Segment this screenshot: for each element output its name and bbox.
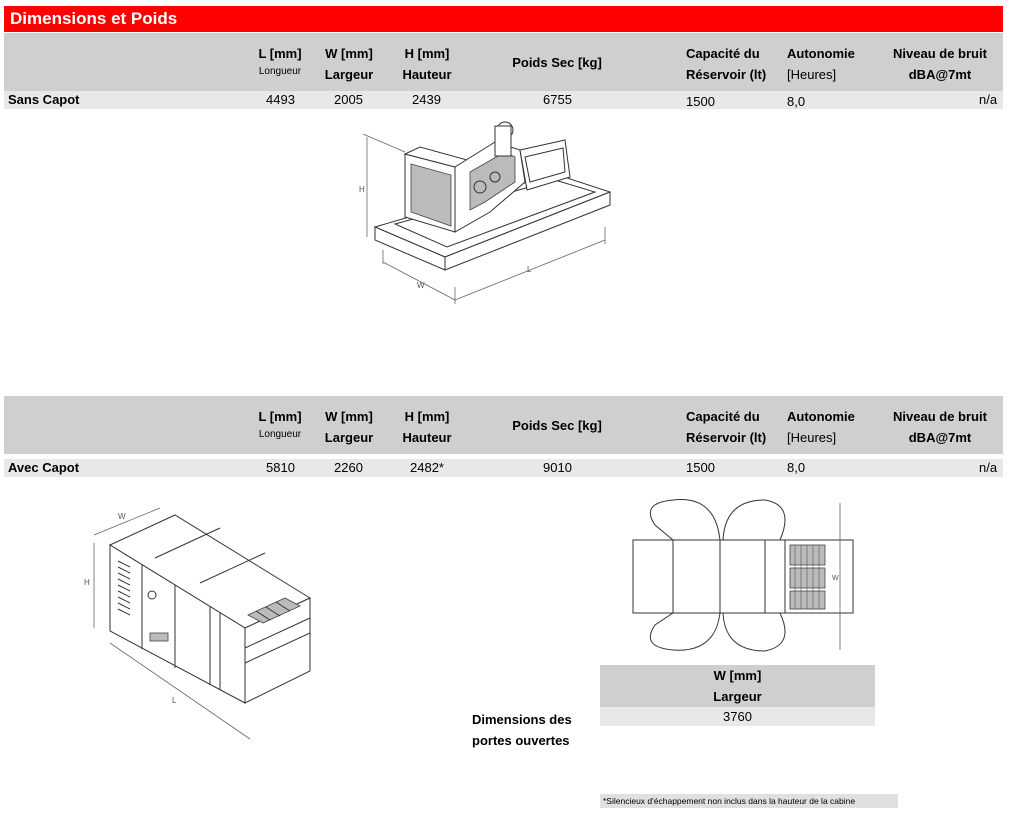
row-label: Sans Capot bbox=[8, 92, 80, 107]
open-doors-value-cell: 3760 bbox=[600, 707, 875, 726]
open-doors-caption: Dimensions des portes ouvertes bbox=[472, 712, 572, 748]
label-w: W bbox=[832, 575, 839, 582]
table-row-sans-capot bbox=[4, 91, 1003, 109]
open-genset-drawing bbox=[355, 112, 620, 310]
cell-w: 2005 bbox=[334, 92, 363, 107]
cell-l: 4493 bbox=[266, 92, 295, 107]
cell-weight: 9010 bbox=[543, 460, 572, 475]
cell-capacity: 1500 bbox=[686, 94, 715, 109]
cell-autonomy: 8,0 bbox=[787, 460, 806, 475]
cell-w: 2260 bbox=[334, 460, 363, 475]
cell-noise: n/a bbox=[979, 460, 998, 475]
cell-l: 5810 bbox=[266, 460, 295, 475]
label-w: W bbox=[118, 512, 126, 521]
label-l: L bbox=[527, 265, 532, 274]
footnote: *Silencieux d'échappement non inclus dans la hauteur de la cabine bbox=[600, 794, 898, 808]
col-l-header: L [mm] Longueur bbox=[258, 46, 302, 77]
cell-weight: 6755 bbox=[543, 92, 572, 107]
open-doors-w-header: W [mm] bbox=[713, 668, 762, 683]
canopy-genset-drawing bbox=[80, 503, 315, 743]
col-noise-header: Niveau de bruit dBA@7mt bbox=[893, 46, 987, 82]
label-l: L bbox=[172, 696, 177, 705]
col-noise-header: Niveau de bruit dBA@7mt bbox=[893, 409, 987, 445]
section-title: Dimensions et Poids bbox=[4, 6, 1003, 32]
col-w-header: W [mm] Largeur bbox=[324, 409, 374, 445]
col-h-header: H [mm] Hauteur bbox=[402, 46, 452, 82]
col-autonomy-header: Autonomie [Heures] bbox=[787, 409, 855, 445]
col-weight-header: Poids Sec [kg] bbox=[512, 418, 602, 433]
cell-noise: n/a bbox=[979, 92, 998, 107]
col-autonomy-header: Autonomie [Heures] bbox=[787, 46, 855, 82]
col-weight-header: Poids Sec [kg] bbox=[512, 55, 602, 70]
table-header-sans-capot bbox=[4, 33, 1003, 91]
cell-h: 2482* bbox=[410, 460, 444, 475]
label-h: H bbox=[84, 578, 90, 587]
col-w-header: W [mm] Largeur bbox=[324, 46, 374, 82]
table-row-avec-capot bbox=[4, 459, 1003, 477]
cell-autonomy: 8,0 bbox=[787, 94, 806, 109]
col-h-header: H [mm] Hauteur bbox=[402, 409, 452, 445]
cell-h: 2439 bbox=[412, 92, 441, 107]
label-h: H bbox=[359, 185, 365, 194]
col-capacity-header: Capacité du Réservoir (lt) bbox=[686, 409, 767, 445]
open-doors-header bbox=[600, 665, 875, 707]
cell-capacity: 1500 bbox=[686, 460, 715, 475]
col-l-header: L [mm] Longueur bbox=[258, 409, 302, 440]
col-capacity-header: Capacité du Réservoir (lt) bbox=[686, 46, 767, 82]
open-doors-w-sub: Largeur bbox=[713, 689, 762, 704]
table-header-avec-capot bbox=[4, 396, 1003, 454]
row-label: Avec Capot bbox=[8, 460, 80, 475]
top-view-open-doors-drawing bbox=[615, 495, 855, 655]
label-w: W bbox=[417, 281, 425, 290]
